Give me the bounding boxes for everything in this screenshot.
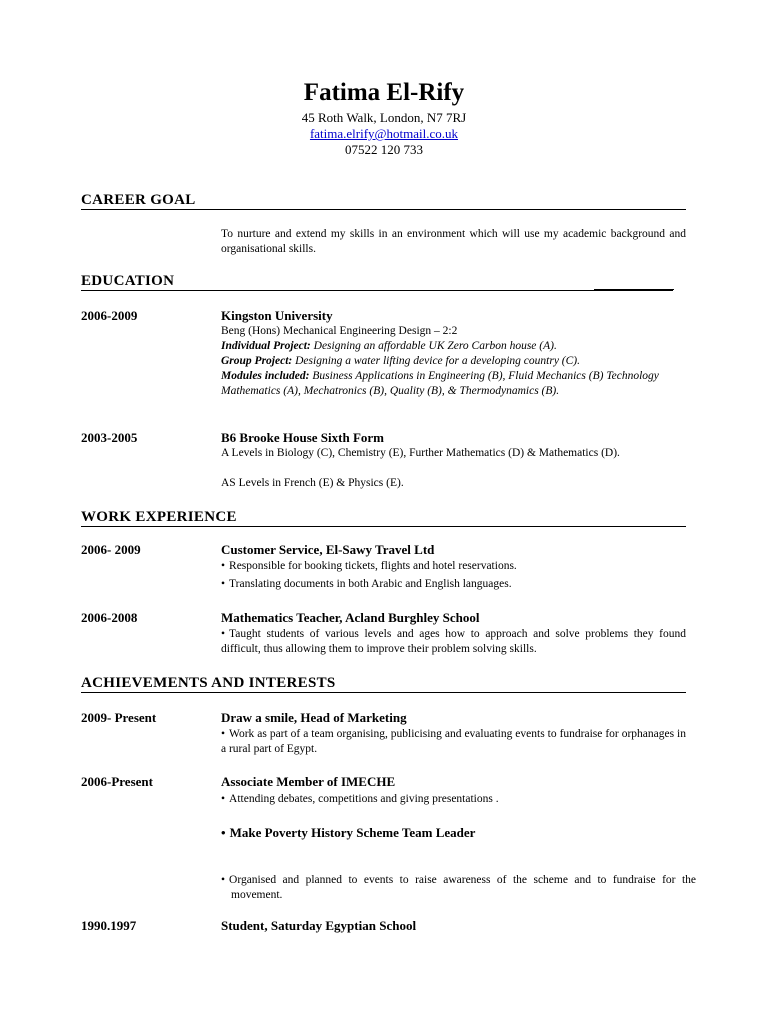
work-bullet: • Responsible for booking tickets, flights and hotel reservations. [221, 559, 686, 574]
education-date: 2003-2005 [81, 430, 138, 445]
work-bullet: • Taught students of various levels and ages how to approach and solve problems they found difficult, thus allowing them to improve their problem solving skills. [221, 627, 686, 657]
work-title: Mathematics Teacher, Acland Burghley School [221, 610, 480, 625]
group-project-text: Designing a water lifting device for a developing country (C). [295, 355, 580, 367]
section-heading-career-goal: CAREER GOAL [81, 191, 686, 210]
group-project-label: Group Project: [221, 355, 293, 367]
phone: 07522 120 733 [345, 142, 423, 157]
achievement-date: 1990.1997 [81, 918, 137, 933]
education-detail [221, 324, 686, 399]
section-heading-education: EDUCATION [81, 272, 673, 291]
candidate-name: Fatima El-Rify [303, 79, 465, 106]
achievement-title: Student, Saturday Egyptian School [221, 918, 417, 933]
modules-text: Business Applications in Engineering (B), Fluid Mechanics (B) Technology Mathematics (A), Mechatronics (B), Quality (B), & Thermodynamics (B). [221, 370, 659, 397]
modules-line [221, 369, 686, 399]
achievement-bullet: • Organised and planned to events to raise awareness of the scheme and to fundraise for the movement. [221, 873, 696, 903]
achievement-date: 2006-Present [81, 774, 153, 789]
achievement-bullet: • Work as part of a team organising, publicising and evaluating events to fundraise for orphanages in a rural part of Egypt. [221, 727, 686, 757]
work-date: 2006-2008 [81, 610, 138, 625]
individual-project-label: Individual Project: [221, 340, 311, 352]
email-link[interactable]: fatima.elrify@hotmail.co.uk [309, 126, 459, 141]
achievement-title: Draw a smile, Head of Marketing [221, 710, 407, 725]
individual-project-line [221, 339, 686, 354]
heading-underline [594, 289, 674, 290]
education-date: 2006-2009 [81, 308, 138, 323]
group-project-line [221, 354, 686, 369]
section-heading-achievements: ACHIEVEMENTS AND INTERESTS [81, 674, 686, 693]
achievement-date: 2009- Present [81, 710, 157, 725]
section-heading-work-experience: WORK EXPERIENCE [81, 508, 686, 527]
career-goal-text: To nurture and extend my skills in an environment which will use my academic background and organisational skills. [221, 228, 686, 255]
achievement-subtitle: • Make Poverty History Scheme Team Leader [221, 825, 475, 841]
modules-label: Modules included: [221, 370, 310, 382]
a-levels-line: A Levels in Biology (C), Chemistry (E), Further Mathematics (D) & Mathematics (D). [221, 447, 620, 459]
individual-project-text: Designing an affordable UK Zero Carbon house (A). [313, 340, 557, 352]
achievement-title: Associate Member of IMECHE [221, 774, 396, 789]
education-title: B6 Brooke House Sixth Form [221, 430, 384, 445]
work-bullet: • Translating documents in both Arabic and English languages. [221, 577, 686, 592]
work-date: 2006- 2009 [81, 542, 141, 557]
email-row [0, 126, 768, 142]
degree-line: Beng (Hons) Mechanical Engineering Design – 2:2 [221, 325, 458, 337]
address: 45 Roth Walk, London, N7 7RJ [301, 110, 467, 125]
education-title: Kingston University [221, 308, 333, 323]
work-title: Customer Service, El-Sawy Travel Ltd [221, 542, 435, 557]
achievement-bullet: • Attending debates, competitions and giving presentations . [221, 792, 686, 807]
as-levels-line: AS Levels in French (E) & Physics (E). [221, 477, 404, 489]
